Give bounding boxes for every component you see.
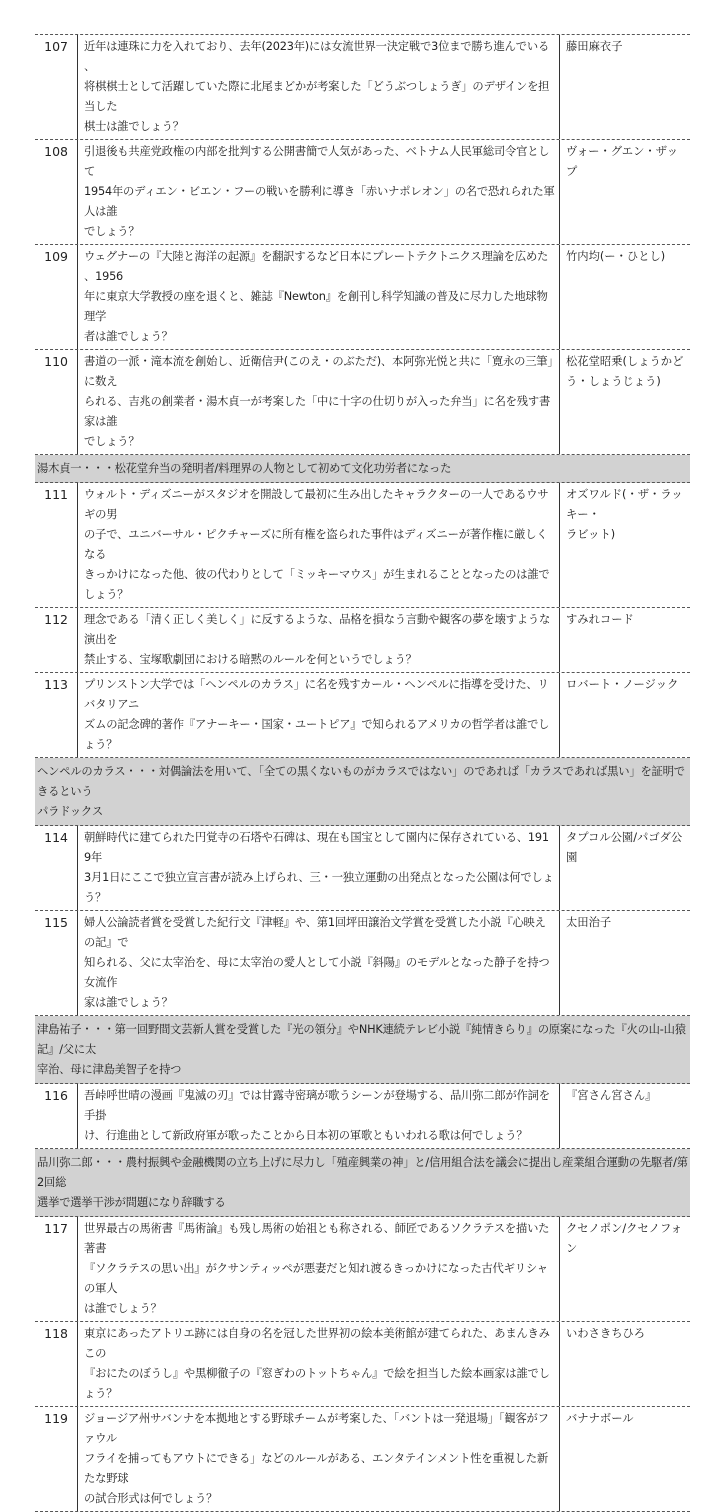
question-text-line: の子で、ユニバーサル・ピクチャーズに所有権を盗られた事件はディズニーが著作権に厳しくなる [84,528,548,561]
answer-text-line: 竹内均(ー・ひとし) [566,250,666,263]
question-cell [78,350,560,454]
answer-cell [560,673,690,757]
answer-text-line: ラビット) [566,528,616,541]
question-cell [78,826,560,910]
question-text-line: ウォルト・ディズニーがスタジオを開設して最初に生み出したキャラクターの一人であるウサギの男 [84,488,549,521]
question-text-line: 知られる、父に太宰治を、母に太宰治の愛人として小説『斜陽』のモデルとなった静子を持つ女流作 [84,956,550,989]
question-text-line: 朝鮮時代に建てられた円覚寺の石塔や石碑は、現在も国宝として園内に保存されている、1919年 [84,831,549,864]
answer-cell [560,245,690,349]
note-text-line: 選挙で選挙干渉が問題になり辞職する [37,1196,226,1209]
table-row [35,1407,690,1512]
table-row [35,140,690,245]
note-row [35,455,690,483]
note-text-line: ヘンペルのカラス・・・対偶論法を用いて、「全ての黒くないものがカラスではない」のであれば「カラスであれば黒い」を証明できるという [37,765,685,798]
note-row [35,1016,690,1084]
answer-text-line: いわさきちひろ [566,1327,646,1340]
table-row [35,911,690,1016]
question-text-line: 世界最古の馬術書『馬術論』も残し馬術の始祖とも称される、師匠であるソクラテスを描いた著書 [84,1222,550,1255]
answer-text-line: すみれコード [566,613,634,626]
question-number: 112 [35,608,78,672]
question-text-line: 将棋棋士として活躍していた際に北尾まどかが考案した「どうぶつしょうぎ」のデザインを担当した [84,80,550,113]
table-row [35,826,690,911]
question-number: 108 [35,140,78,244]
question-number: 118 [35,1322,78,1406]
answer-cell [560,483,690,607]
table-row [35,483,690,608]
question-text-line: け、行進曲として新政府軍が歌ったことから日本初の軍歌ともいわれる歌は何でしょう？ [84,1129,528,1142]
table-row [35,35,690,140]
question-text-line: 近年は連珠に力を入れており、去年(2023年)には女流世界一決定戦で3位まで勝ち進んでいる、 [84,40,550,73]
answer-cell [560,1322,690,1406]
answer-text-line: 太田治子 [566,916,612,929]
question-text-line: ジョージア州サバンナを本拠地とする野球チームが考案した、「バントは一発退場」「観客がファウル [84,1412,549,1445]
question-text-line: 年に東京大学教授の座を退くと、雑誌『Newton』を創刊し科学知識の普及に尽力した地球物理学 [84,290,548,323]
question-cell [78,140,560,244]
question-text-line: 1954年のディエン・ビエン・フーの戦いを勝利に導き「赤いナポレオン」の名で恐れられた軍人は誰 [84,185,555,218]
question-text-line: 『ソクラテスの思い出』がクサンティッペが悪妻だと知れ渡るきっかけになった古代ギリシャの軍人 [84,1262,548,1295]
table-row [35,245,690,350]
answer-cell [560,350,690,454]
table-row [35,1084,690,1149]
answer-text-line: バナナボール [566,1412,634,1425]
answer-text-line: 『宮さん宮さん』 [566,1089,657,1102]
question-text-line: 理念である「清く正しく美しく」に反するような、品格を損なう言動や観客の夢を壊すような演出を [84,613,551,646]
question-text-line: 家は誰でしょう？ [84,996,173,1009]
question-cell [78,35,560,139]
table-row [35,673,690,758]
question-text-line: プリンストン大学では「ヘンペルのカラス」に名を残すカール・ヘンペルに指導を受けた、リバタリアニ [84,678,549,711]
note-text-line: 品川弥二郎・・・農村振興や金融機関の立ち上げに尽力し「殖産興業の神」と/信用組合法を議会に提出し産業組合運動の先駆者/第2回総 [37,1156,688,1189]
answer-cell [560,1217,690,1321]
question-text-line: ウェグナーの『大陸と海洋の起源』を翻訳するなど日本にプレートテクトニクス理論を広めた、1956 [84,250,549,283]
question-number: 113 [35,673,78,757]
answer-text-line: う・しょうじょう) [566,375,661,388]
question-text-line: は誰でしょう？ [84,1302,162,1315]
question-text-line: 『おにたのぼうし』や黒柳徹子の『窓ぎわのトットちゃん』で絵を担当した絵本画家は誰でしょう？ [84,1367,550,1400]
answer-text-line: オズワルド(・ザ・ラッキー・ [566,488,683,521]
note-row [35,758,690,826]
question-number: 114 [35,826,78,910]
question-cell [78,911,560,1015]
question-cell [78,245,560,349]
quiz-table [35,34,690,1512]
answer-text-line: タプコル公園/パゴダ公園 [566,831,683,864]
answer-text-line: 藤田麻衣子 [566,40,623,53]
answer-cell [560,1407,690,1511]
answer-cell [560,911,690,1015]
question-text-line: でしょう？ [84,435,140,448]
table-row [35,1322,690,1407]
note-text-line: 湯木貞一・・・松花堂弁当の発明者/料理界の人物として初めて文化功労者になった [37,462,452,475]
question-number: 107 [35,35,78,139]
question-text-line: 3月1日にここで独立宣言書が読み上げられ、三・一独立運動の出発点となった公園は何でしょう？ [84,871,554,904]
question-text-line: 書道の一派・滝本流を創始し、近衛信尹(このえ・のぶただ)、本阿弥光悦と共に「寛永の三筆」に数え [84,355,553,388]
answer-text-line: クセノポン/クセノフォン [566,1222,682,1255]
question-text-line: でしょう？ [84,225,140,238]
note-text-line: 宰治、母に津島美智子を持つ [37,1063,182,1076]
question-text-line: られる、吉兆の創業者・湯木貞一が考案した「中に十字の仕切りが入った弁当」に名を残す書家は誰 [84,395,551,428]
question-text-line: 者は誰でしょう？ [84,330,173,343]
question-cell [78,483,560,607]
answer-cell [560,608,690,672]
answer-cell [560,140,690,244]
note-text-line: 津島祐子・・・第一回野間文芸新人賞を受賞した『光の領分』やNHK連続テレビ小説『純情きらり』の原案になった『火の山-山猿記』/父に太 [37,1023,686,1056]
question-number: 110 [35,350,78,454]
answer-text-line: ロバート・ノージック [566,678,679,691]
question-number: 115 [35,911,78,1015]
table-row [35,608,690,673]
question-cell [78,1217,560,1321]
question-text-line: きっかけになった他、彼の代わりとして「ミッキーマウス」が生まれることとなったのは誰でしょう？ [84,568,550,601]
question-cell [78,1407,560,1511]
question-text-line: 引退後も共産党政権の内部を批判する公開書簡で人気があった、ベトナム人民軍総司令官として [84,145,550,178]
table-row [35,1217,690,1322]
question-number: 119 [35,1407,78,1511]
question-number: 111 [35,483,78,607]
question-text-line: の試合形式は何でしょう？ [84,1492,218,1505]
question-text-line: 東京にあったアトリエ跡には自身の名を冠した世界初の絵本美術館が建てられた、あまんきみこの [84,1327,550,1360]
question-cell [78,673,560,757]
question-number: 109 [35,245,78,349]
answer-cell [560,35,690,139]
question-cell [78,1084,560,1148]
answer-cell [560,826,690,910]
question-text-line: 婦人公論読者賞を受賞した紀行文『津軽』や、第1回坪田譲治文学賞を受賞した小説『心映えの記』で [84,916,546,949]
question-text-line: 吾峠呼世晴の漫画『鬼滅の刃』では甘露寺密璃が歌うシーンが登場する、品川弥二郎が作詞を手掛 [84,1089,550,1122]
answer-text-line: ヴォー・グエン・ザップ [566,145,679,178]
table-row [35,350,690,455]
note-row [35,1149,690,1217]
answer-cell [560,1084,690,1148]
note-text-line: パラドックス [37,805,104,818]
question-number: 117 [35,1217,78,1321]
question-cell [78,608,560,672]
question-text-line: フライを捕ってもアウトにできる」などのルールがある、エンタテインメント性を重視した新たな野球 [84,1452,548,1485]
question-number: 116 [35,1084,78,1148]
question-text-line: ズムの記念碑的著作『アナーキー・国家・ユートピア』で知られるアメリカの哲学者は誰でしょう？ [84,718,550,751]
question-text-line: 禁止する、宝塚歌劇団における暗黙のルールを何というでしょう？ [84,653,417,666]
question-cell [78,1322,560,1406]
answer-text-line: 松花堂昭乗(しょうかど [566,355,684,368]
question-text-line: 棋士は誰でしょう？ [84,120,184,133]
